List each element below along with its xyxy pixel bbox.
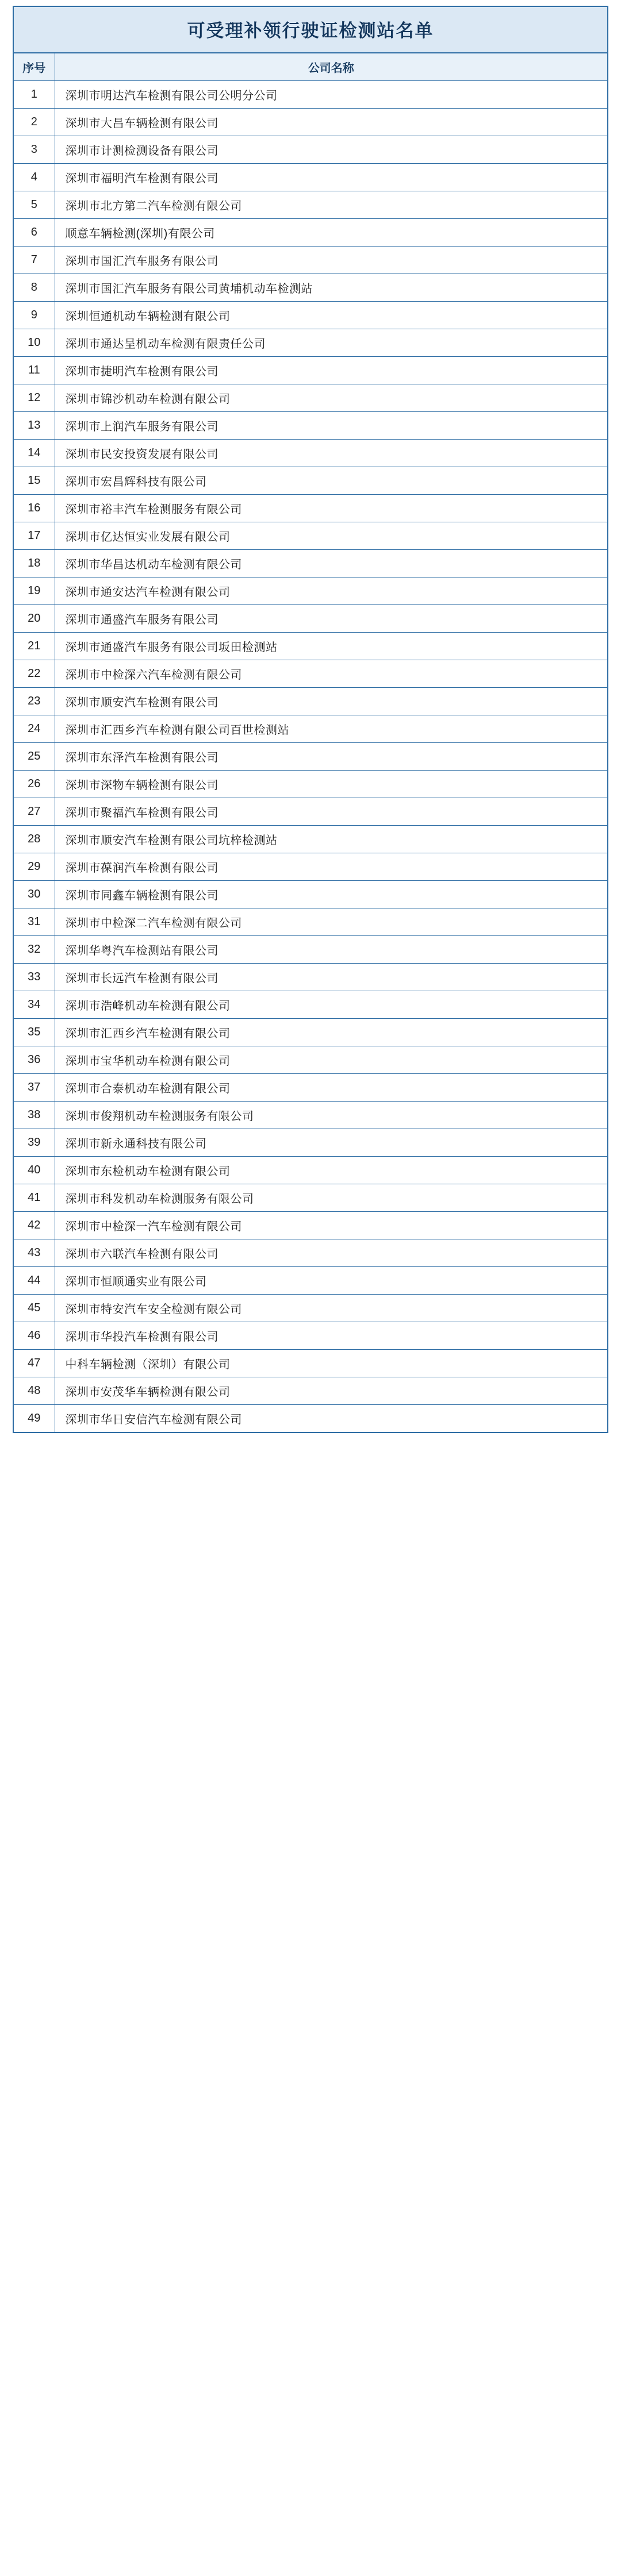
row-company-name: 深圳市北方第二汽车检测有限公司 [55,191,608,219]
row-company-name: 深圳市长远汽车检测有限公司 [55,964,608,991]
row-index: 40 [13,1157,55,1184]
row-index: 11 [13,357,55,384]
row-index: 2 [13,109,55,136]
row-company-name: 深圳市国汇汽车服务有限公司 [55,247,608,274]
table-row [13,1157,608,1184]
table-row [13,329,608,357]
row-index: 3 [13,136,55,164]
table-row [13,1322,608,1350]
table-row [13,577,608,605]
row-index: 16 [13,495,55,522]
row-company-name: 深圳市中检深二汽车检测有限公司 [55,908,608,936]
row-company-name: 深圳市六联汽车检测有限公司 [55,1239,608,1267]
row-company-name: 深圳市通盛汽车服务有限公司坂田检测站 [55,633,608,660]
column-header-company: 公司名称 [55,53,608,81]
row-index: 45 [13,1295,55,1322]
row-index: 34 [13,991,55,1019]
row-company-name: 深圳市上润汽车服务有限公司 [55,412,608,440]
row-index: 37 [13,1074,55,1102]
row-company-name: 深圳市华昌达机动车检测有限公司 [55,550,608,577]
table-row [13,743,608,771]
table-row [13,1184,608,1212]
table-row [13,274,608,302]
row-index: 15 [13,467,55,495]
row-index: 43 [13,1239,55,1267]
table-row [13,660,608,688]
table-row [13,853,608,881]
row-index: 41 [13,1184,55,1212]
table-row [13,495,608,522]
row-index: 23 [13,688,55,715]
row-index: 22 [13,660,55,688]
table-row [13,1405,608,1433]
table-row [13,633,608,660]
table-row [13,688,608,715]
column-header-index: 序号 [13,53,55,81]
row-company-name: 深圳市汇西乡汽车检测有限公司百世检测站 [55,715,608,743]
row-index: 31 [13,908,55,936]
row-index: 13 [13,412,55,440]
row-company-name: 深圳市宝华机动车检测有限公司 [55,1046,608,1074]
table-row [13,715,608,743]
row-index: 8 [13,274,55,302]
row-index: 30 [13,881,55,908]
row-index: 44 [13,1267,55,1295]
row-index: 20 [13,605,55,633]
row-index: 14 [13,440,55,467]
row-company-name: 深圳市东检机动车检测有限公司 [55,1157,608,1184]
table-header [13,6,608,81]
row-company-name: 深圳市汇西乡汽车检测有限公司 [55,1019,608,1046]
row-company-name: 深圳市华日安信汽车检测有限公司 [55,1405,608,1433]
table-row [13,1212,608,1239]
row-company-name: 深圳市新永通科技有限公司 [55,1129,608,1157]
table-row [13,81,608,109]
row-company-name: 深圳市合泰机动车检测有限公司 [55,1074,608,1102]
row-index: 38 [13,1102,55,1129]
row-index: 33 [13,964,55,991]
table-row [13,991,608,1019]
row-company-name: 深圳市通盛汽车服务有限公司 [55,605,608,633]
row-company-name: 深圳市东泽汽车检测有限公司 [55,743,608,771]
table-row [13,1350,608,1377]
table-row [13,908,608,936]
row-index: 29 [13,853,55,881]
row-company-name: 深圳市锦沙机动车检测有限公司 [55,384,608,412]
row-company-name: 深圳市大昌车辆检测有限公司 [55,109,608,136]
table-row [13,1239,608,1267]
table-row [13,357,608,384]
table-row [13,440,608,467]
row-index: 6 [13,219,55,247]
row-index: 47 [13,1350,55,1377]
table-row [13,412,608,440]
table-row [13,136,608,164]
row-company-name: 深圳市特安汽车安全检测有限公司 [55,1295,608,1322]
row-company-name: 深圳市科发机动车检测服务有限公司 [55,1184,608,1212]
row-company-name: 深圳市国汇汽车服务有限公司黄埔机动车检测站 [55,274,608,302]
row-company-name: 深圳市恒顺通实业有限公司 [55,1267,608,1295]
row-index: 21 [13,633,55,660]
row-index: 39 [13,1129,55,1157]
table-row [13,1377,608,1405]
row-company-name: 顺意车辆检测(深圳)有限公司 [55,219,608,247]
row-index: 48 [13,1377,55,1405]
table-row [13,1267,608,1295]
table-row [13,936,608,964]
row-company-name: 深圳市中检深六汽车检测有限公司 [55,660,608,688]
table-row [13,522,608,550]
table-row [13,550,608,577]
row-company-name: 深圳市明达汽车检测有限公司公明分公司 [55,81,608,109]
row-company-name: 深圳市深物车辆检测有限公司 [55,771,608,798]
row-company-name: 深圳市宏昌辉科技有限公司 [55,467,608,495]
table-row [13,467,608,495]
table-row [13,164,608,191]
table-row [13,798,608,826]
row-index: 35 [13,1019,55,1046]
row-index: 28 [13,826,55,853]
row-index: 17 [13,522,55,550]
row-index: 26 [13,771,55,798]
row-index: 25 [13,743,55,771]
table-row [13,109,608,136]
row-company-name: 深圳市计测检测设备有限公司 [55,136,608,164]
row-index: 49 [13,1405,55,1433]
row-company-name: 深圳市聚福汽车检测有限公司 [55,798,608,826]
table-row [13,191,608,219]
page-title: 可受理补领行驶证检测站名单 [13,6,608,53]
row-company-name: 深圳市浩峰机动车检测有限公司 [55,991,608,1019]
row-company-name: 深圳市中检深一汽车检测有限公司 [55,1212,608,1239]
column-header-row [13,53,608,81]
row-index: 18 [13,550,55,577]
row-company-name: 深圳市同鑫车辆检测有限公司 [55,881,608,908]
row-company-name: 深圳华粤汽车检测站有限公司 [55,936,608,964]
row-company-name: 深圳市华投汽车检测有限公司 [55,1322,608,1350]
row-index: 24 [13,715,55,743]
row-index: 42 [13,1212,55,1239]
table-row [13,1102,608,1129]
row-company-name: 深圳市民安投资发展有限公司 [55,440,608,467]
table-row [13,1046,608,1074]
row-company-name: 深圳市福明汽车检测有限公司 [55,164,608,191]
table-row [13,219,608,247]
table-body [13,81,608,1433]
table-row [13,302,608,329]
table-row [13,1019,608,1046]
row-index: 12 [13,384,55,412]
row-company-name: 深圳市亿达恒实业发展有限公司 [55,522,608,550]
row-company-name: 深圳恒通机动车辆检测有限公司 [55,302,608,329]
row-index: 1 [13,81,55,109]
table-row [13,771,608,798]
table-row [13,826,608,853]
row-company-name: 深圳市安茂华车辆检测有限公司 [55,1377,608,1405]
row-company-name: 深圳市通安达汽车检测有限公司 [55,577,608,605]
row-company-name: 深圳市顺安汽车检测有限公司 [55,688,608,715]
table-title-row [13,6,608,53]
row-index: 46 [13,1322,55,1350]
row-index: 4 [13,164,55,191]
row-index: 5 [13,191,55,219]
row-company-name: 深圳市捷明汽车检测有限公司 [55,357,608,384]
table-row [13,1074,608,1102]
row-index: 19 [13,577,55,605]
table-row [13,1129,608,1157]
row-company-name: 深圳市俊翔机动车检测服务有限公司 [55,1102,608,1129]
row-index: 10 [13,329,55,357]
table-row [13,605,608,633]
table-row [13,964,608,991]
table-row [13,1295,608,1322]
row-company-name: 深圳市裕丰汽车检测服务有限公司 [55,495,608,522]
row-index: 9 [13,302,55,329]
row-company-name: 深圳市葆润汽车检测有限公司 [55,853,608,881]
row-company-name: 深圳市通达呈机动车检测有限责任公司 [55,329,608,357]
row-index: 7 [13,247,55,274]
inspection-station-table [13,6,608,1433]
table-row [13,384,608,412]
row-company-name: 中科车辆检测（深圳）有限公司 [55,1350,608,1377]
row-index: 36 [13,1046,55,1074]
row-index: 32 [13,936,55,964]
row-index: 27 [13,798,55,826]
row-company-name: 深圳市顺安汽车检测有限公司坑梓检测站 [55,826,608,853]
table-row [13,881,608,908]
table-row [13,247,608,274]
